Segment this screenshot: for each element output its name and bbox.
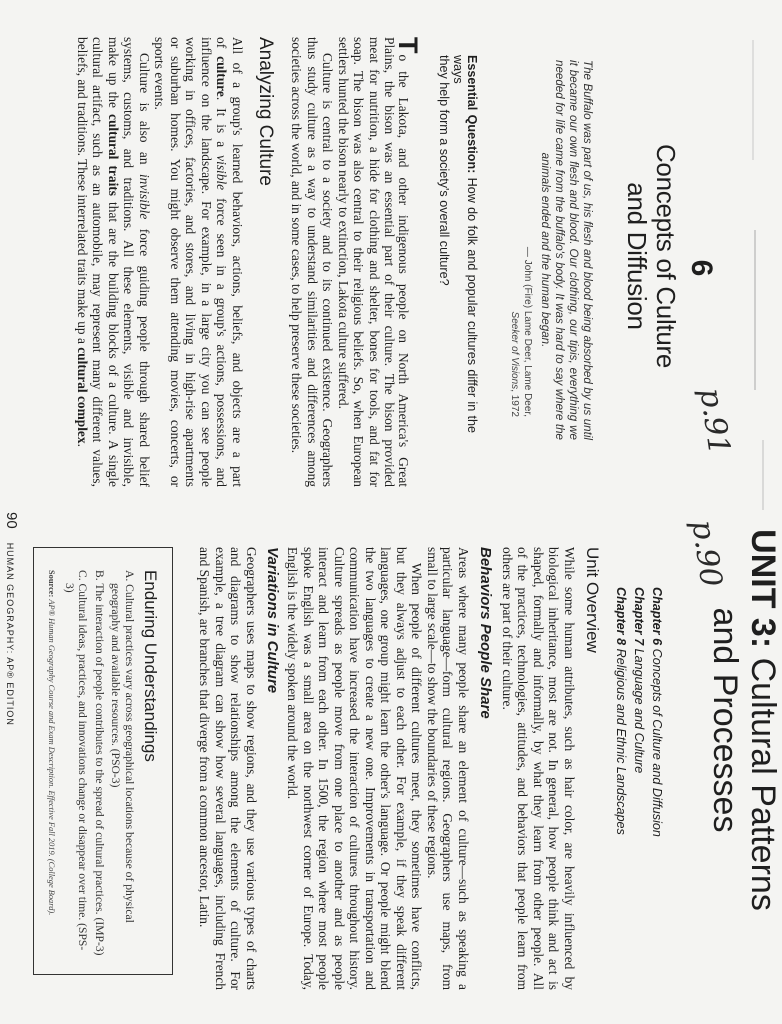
unit-label: UNIT 3: <box>744 529 782 649</box>
text-run: or suburban homes. You might observe them attending movies, concerts, or <box>168 37 183 487</box>
paragraph <box>285 547 425 990</box>
text-run: Culture is central to a society and to its continued existence. Geographers <box>320 53 336 487</box>
text-line <box>121 37 137 487</box>
text-run: working in offices, factories, and stores, and living in high-rise apartments <box>183 37 199 487</box>
quote-line: The Buffalo was part of us, his flesh and blood being absorbed by us until <box>581 60 594 440</box>
text-line <box>500 547 516 990</box>
understanding-item: B. The interaction of people contributes to the spread of cultural practices. (IMP-3) <box>93 570 106 956</box>
quote-line: needed for life came from the buffalo's body. It was hard to say where the <box>553 60 566 440</box>
chapter-title: Concepts of Culture and Diffusion <box>650 645 664 837</box>
text-run: that are the building blocks of a culture. A single <box>106 195 121 487</box>
text-run: cultural artifact, such as an automobile, may represent many different values, <box>90 37 106 487</box>
text-line <box>106 37 122 487</box>
text-run: biological inheritance, most are not. In general, how people think and act is <box>546 547 562 990</box>
text-run: the two languages to create a new one. Improvements in transportation and <box>363 547 378 990</box>
text-line <box>456 547 472 990</box>
intro-text <box>289 37 423 487</box>
handwritten-page-note: p.90 <box>684 517 729 590</box>
key-term: culture <box>214 56 230 97</box>
text-line <box>168 37 184 487</box>
text-line <box>336 37 352 487</box>
chapter-label: Chapter 7 <box>632 587 646 646</box>
chapter-title-line1: Concepts of Culture <box>651 143 681 369</box>
unit-title-line2: and Processes <box>706 607 744 833</box>
section-heading-analyzing-culture: Analyzing Culture <box>255 37 276 186</box>
text-run: settlers hunted the bison nearly to extinction, Lakota culture suffered. <box>336 37 351 409</box>
variations-heading: Variations in Culture <box>264 547 281 694</box>
page-footer <box>3 512 20 726</box>
source-label: Source: <box>47 570 57 600</box>
paragraph <box>500 547 578 990</box>
running-head: HUMAN GEOGRAPHY: AP® EDITION <box>5 542 15 726</box>
understanding-item: C. Cultural ideas, practices, and innovations change or disappear over time. (SPS-3) <box>63 570 90 951</box>
text-line <box>515 547 531 990</box>
text-run: All of a group's learned behaviors, actions, beliefs, and objects are a part <box>230 37 245 487</box>
chapter-list-item <box>648 587 666 837</box>
unit-title: Cultural Patterns <box>744 648 782 911</box>
attribution-year: , 1972 <box>509 389 520 417</box>
text-line <box>531 547 547 990</box>
text-run: spoke English was a small area on the northwest corner of Europe. Today, <box>301 547 316 990</box>
text-run: languages, one group might learn the other's language. Or people might blend <box>378 547 394 990</box>
essential-question <box>437 55 479 433</box>
paragraph <box>425 547 472 990</box>
unit-overview-heading: Unit Overview <box>583 547 602 653</box>
behaviors-text <box>285 547 471 990</box>
essential-question-label: Essential Question: <box>465 55 479 174</box>
text-run: societies across the world, and in some cases, to help preserve these societies. <box>289 37 305 454</box>
text-line <box>440 547 456 990</box>
text-run: small to large scale—to show the boundaries of these regions. <box>425 547 440 879</box>
text-run: make up the <box>106 37 121 115</box>
text-line <box>305 37 321 487</box>
quote-line: it became our own flesh and blood. Our clothing, our tipis, everything we <box>567 60 580 440</box>
text-line <box>382 37 398 487</box>
text-line <box>213 547 229 990</box>
text-line <box>152 37 168 487</box>
chapter-label: Chapter 8 <box>614 587 628 646</box>
text-line <box>137 37 153 487</box>
quote-attribution <box>508 200 534 417</box>
drop-cap: T <box>393 37 423 54</box>
scan-artifact-line <box>754 230 756 390</box>
variations-text <box>197 547 259 990</box>
text-line <box>425 547 441 990</box>
key-term: invisible <box>137 173 152 220</box>
text-line <box>394 547 410 990</box>
text-run: soap. The bison was also central to their religious beliefs. So, when European <box>351 37 367 487</box>
text-run: communication have increased the interaction of cultures throughout history. <box>347 547 363 990</box>
text-line <box>320 37 336 487</box>
text-run: of the practices, technologies, attitudes, and behaviors that people learn from <box>515 547 531 990</box>
text-run: sports events. <box>152 37 168 110</box>
essential-question-text: How do folk and popular cultures differ in the ways <box>451 55 479 433</box>
text-line <box>199 37 215 487</box>
key-term: visible <box>214 155 230 191</box>
text-line <box>409 547 425 990</box>
text-run: When people of different cultures meet, they sometimes have conflicts, <box>409 563 425 990</box>
text-line <box>332 547 348 990</box>
text-run: particular language—form cultural regions. Geographers use maps, from <box>440 547 456 990</box>
text-line <box>197 547 213 990</box>
text-run: Culture spreads as people move from one place to another and as people <box>332 547 347 990</box>
text-run: and diagrams to show relationships among the elements of culture. For <box>228 547 244 990</box>
key-term: cultural traits <box>106 114 121 196</box>
key-term: cultural complex <box>75 347 90 444</box>
text-run: . <box>75 443 90 447</box>
paragraph <box>289 37 336 487</box>
chapter-title: Language and Culture <box>632 645 646 774</box>
paragraph <box>152 37 245 487</box>
epigraph-quote <box>538 60 594 440</box>
text-line <box>316 547 332 990</box>
text-line <box>285 547 301 990</box>
unit-chapter-list <box>612 587 666 837</box>
text-run: of <box>214 37 230 57</box>
text-line <box>546 547 562 990</box>
understanding-item: A. Cultural practices vary across geographical locations because of physical geography and available resources. (PSO-3) <box>109 570 136 923</box>
text-run: beliefs, and traditions. These interrelated traits make up a <box>75 37 90 348</box>
paragraph <box>336 37 423 487</box>
text-run: others are part of their culture. <box>500 547 515 710</box>
chapter-title-line2: and Diffusion <box>622 182 652 330</box>
chapter-list-item <box>630 587 648 837</box>
text-line <box>562 547 578 990</box>
source-note <box>47 570 58 958</box>
text-run: Culture is also an <box>137 53 152 174</box>
essential-question-text: they help form a society's overall culture? <box>437 55 451 286</box>
text-line <box>230 37 246 487</box>
text-line <box>347 547 363 990</box>
chapter-title: Religious and Ethnic Landscapes <box>614 645 628 835</box>
text-run: English is the widely spoken around the world. <box>285 547 301 800</box>
text-run: While some human attributes, such as hair color, are heavily influenced by <box>562 547 577 990</box>
text-line <box>351 37 367 487</box>
text-line <box>378 547 394 990</box>
text-line <box>363 547 379 990</box>
text-run: but they always adjust to each other. For example, if they speak different <box>394 547 409 990</box>
attribution-book: Seeker of Visions <box>509 311 520 390</box>
text-line <box>289 37 305 487</box>
text-run: Areas where many people share an element of culture—such as speaking a <box>456 547 471 990</box>
chapter-number: 6 <box>685 259 718 277</box>
text-run: and Spanish, are branches that diverge from a common ancestor, Latin. <box>197 547 213 928</box>
text-run: shaped, formally and informally, by what they learn from other people. All <box>531 547 546 990</box>
chapter-label: Chapter 6 <box>650 587 664 646</box>
text-line <box>214 37 230 487</box>
text-run: systems, customs, and traditions. All these elements, visible and invisible, <box>121 37 137 487</box>
analyzing-culture-text <box>75 37 246 487</box>
handwritten-page-note: p.91 <box>692 385 737 458</box>
text-run: . It is a <box>214 96 230 156</box>
behaviors-heading: Behaviors People Share <box>477 547 494 719</box>
text-line <box>90 37 106 487</box>
text-line <box>183 37 199 487</box>
chapter-list-item <box>612 587 630 837</box>
text-line <box>75 37 91 487</box>
text-run: force seen in a group's actions, possessions, and <box>214 190 230 487</box>
unit-title-line1 <box>745 470 781 970</box>
text-run: influence on the landscape. For example, in a large city you can see people <box>199 37 214 487</box>
text-line <box>228 547 244 990</box>
paragraph <box>197 547 259 990</box>
text-line <box>393 37 423 487</box>
enduring-understandings-heading: Enduring Understandings <box>141 570 160 762</box>
attribution-author: — John (Fire) Lame Deer, Lame Deer, <box>522 246 533 417</box>
text-run: interact and learn from each other. In 1500, the region where most people <box>316 547 332 990</box>
text-run: meat for nutrition, a hide for clothing and shelter, bones for tools, and fat for <box>367 37 382 487</box>
text-run: example, a tree diagram can show how several languages, including French <box>213 547 228 990</box>
quote-line: animals ended and the human began. <box>539 152 552 348</box>
enduring-understandings-box <box>33 547 173 975</box>
scan-artifact-line <box>752 40 754 160</box>
text-run: thus study culture as a way to understand similarities and differences among <box>305 37 320 487</box>
paragraph <box>75 37 153 487</box>
text-line <box>367 37 383 487</box>
text-line <box>244 547 260 990</box>
text-run: Plains, the bison was an essential part of their culture. The bison provided <box>382 37 398 487</box>
text-run: o the Lakota, and other indigenous people on North America's Great <box>396 54 411 487</box>
text-run: force guiding people through shared belief <box>137 219 152 487</box>
source-text: AP® Human Geography Course and Exam Description. Effective Fall 2019. (College Board). <box>47 599 57 916</box>
page-number: 90 <box>3 512 20 529</box>
text-line <box>301 547 317 990</box>
text-run: Geographers uses maps to show regions, and they use various types of charts <box>244 547 259 990</box>
unit-overview-text <box>500 547 578 990</box>
